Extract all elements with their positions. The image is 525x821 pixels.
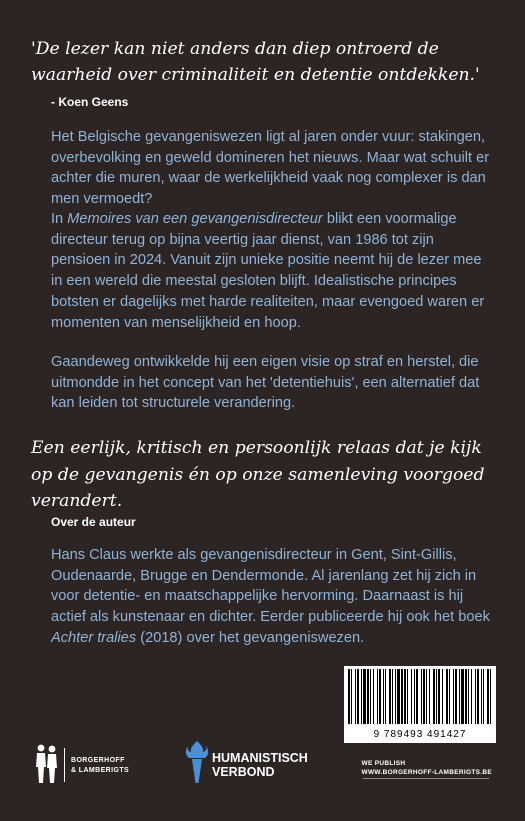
barcode-bar [370, 669, 371, 724]
barcode-bar [471, 669, 472, 724]
barcode-bar [423, 669, 425, 724]
barcode-bar [348, 669, 350, 724]
barcode-bar [433, 669, 435, 724]
humanistisch-verbond-torch-icon [183, 739, 211, 785]
barcode-bar [481, 669, 482, 724]
barcode-bar [397, 669, 400, 724]
barcode-bar [455, 669, 457, 724]
barcode-bar [459, 669, 460, 724]
publisher-line-1: BORGERHOFF [71, 757, 125, 764]
barcode-bar [421, 669, 422, 724]
humanistisch-verbond-logo-text [212, 751, 308, 779]
barcode-bar [379, 669, 381, 724]
blurb-p2-rest: blikt een voormalige directeur terug op bijna veertig jaar dienst, van 1986 tot zijn pensioen in 2024. Vanuit zijn unieke positie neemt hij de lezer mee in een wereld die meestal gesloten blijft. Idealistische principes botsten er dagelijks met harde realiteiten, maar evengoed waren er momenten van menselijkheid en hoop. [51, 211, 485, 331]
blurb-paragraph-3: Gaandeweg ontwikkelde hij een eigen visie op straf en herstel, die uitmondde in het concept van het 'detentiehuis', een alternatief dat kan leiden tot structurele verandering. [51, 354, 480, 412]
barcode-bar [367, 669, 369, 724]
blurb-p2-prefix: In [51, 211, 68, 227]
barcode-bar [465, 669, 467, 724]
barcode-bar [377, 669, 378, 724]
barcode-bar [395, 669, 396, 724]
about-text-prefix: Hans Claus werkte als gevangenisdirecteur in Gent, Sint-Gillis, Oudenaarde, Brugge en Dendermonde. Al jarenlang zet hij zich in voor detentie- en maatschappelijke hervorming. Daarnaast is hij actief als kunstenaar en dichter. Eerder publiceerde hij ook het boek [51, 547, 490, 626]
barcode-bar [351, 669, 352, 724]
barcode-bar [426, 669, 427, 724]
barcode-bar [414, 669, 415, 724]
barcode-bar [385, 669, 386, 724]
barcode-bar [429, 669, 430, 724]
barcode-bar [449, 669, 450, 724]
partner-line-1: HUMANISTISCH [212, 751, 308, 765]
barcode-bar [407, 669, 408, 724]
barcode-bar [468, 669, 469, 724]
barcode-bar [475, 669, 476, 724]
barcode-bar [477, 669, 479, 724]
barcode-bar [361, 669, 362, 724]
about-text-suffix: (2018) over het gevangeniswezen. [136, 629, 365, 646]
barcode-bar [383, 669, 384, 724]
barcode-bar [436, 669, 437, 724]
barcode-bar [438, 669, 440, 724]
isbn-number: 9 789493 491427 [373, 729, 467, 740]
about-author-heading: Over de auteur [51, 515, 136, 529]
publisher-web [362, 759, 492, 777]
barcode-bar [411, 669, 412, 724]
web-underline [363, 778, 489, 779]
publisher-divider [64, 748, 65, 782]
barcode-bar [357, 669, 359, 724]
barcode-bar [416, 669, 418, 724]
barcode-bar [363, 669, 366, 724]
barcode-bar [453, 669, 454, 724]
barcode-bar [404, 669, 406, 724]
publisher-url: WWW.BORGERHOFF-LAMBERIGTS.BE [361, 769, 492, 776]
barcode-bar [401, 669, 403, 724]
borgerhoff-lamberigts-logo-icon [33, 743, 61, 785]
blurb-paragraph-2 [51, 209, 496, 333]
closing-statement: Een eerlijk, kritisch en persoonlijk relaas dat je kijk op de gevangenis én op onze samenleving voorgoed verandert. [31, 438, 485, 511]
barcode-bar [483, 669, 484, 724]
barcode-bars [348, 669, 492, 724]
barcode-bar [355, 669, 356, 724]
about-author-text [51, 545, 496, 649]
blurb-paragraph-1: Het Belgische gevangeniswezen ligt al jaren onder vuur: stakingen, overbevolking en geweld domineren het nieuws. Maar wat schuilt er achter die muren, waar de werkelijkheid vaak nog complexer is dan men vermoedt? [51, 129, 490, 208]
partner-line-2: VERBOND [212, 765, 275, 779]
barcode-bar [487, 669, 489, 724]
isbn-barcode [344, 666, 496, 743]
barcode-bar [389, 669, 391, 724]
barcode-bar [373, 669, 374, 724]
barcode-bar [461, 669, 464, 724]
book-title: Memoires van een gevangenisdirecteur [67, 211, 323, 227]
barcode-bar [442, 669, 443, 724]
barcode-bar [490, 669, 491, 724]
barcode-bar [392, 669, 393, 724]
we-publish-label: WE PUBLISH [361, 760, 406, 767]
publisher-name [71, 756, 129, 776]
barcode-bar [446, 669, 448, 724]
publisher-line-2: & LAMBERIGTS [71, 767, 130, 774]
previous-book-title: Achter tralies [51, 629, 137, 646]
quote-author: - Koen Geens [51, 95, 129, 109]
back-cover-quote: 'De lezer kan niet anders dan diep ontroerd de waarheid over criminaliteit en detentie ontdekken.' [31, 39, 480, 85]
